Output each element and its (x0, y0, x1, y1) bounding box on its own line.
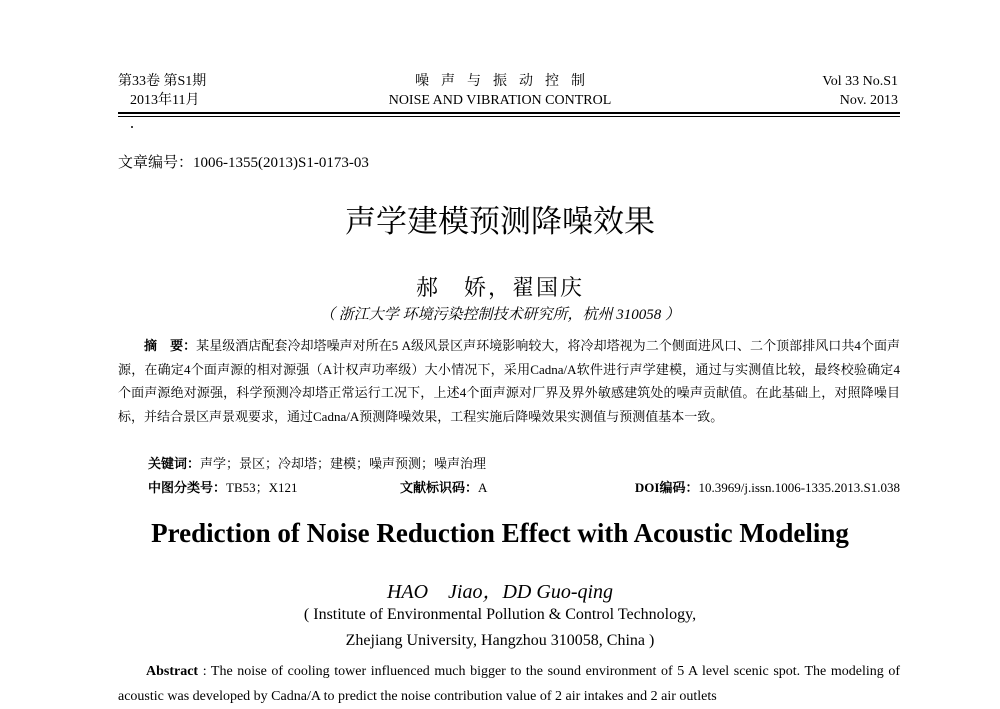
journal-name-en: NOISE AND VIBRATION CONTROL (388, 93, 612, 108)
volume-en-text: Vol 33 No.S1 (822, 74, 898, 89)
journal-name (350, 72, 650, 110)
keywords-label: 关键词： (148, 456, 201, 471)
document-code-text: A (478, 480, 488, 495)
keywords-text: 声学；景区；冷却塔；建模；噪声预测；噪声治理 (200, 456, 487, 471)
abstract-en-label: Abstract (146, 664, 199, 679)
classification (148, 477, 298, 496)
document-code (400, 477, 487, 496)
classification-text: TB53；X121 (226, 480, 298, 495)
title-en: Prediction of Noise Reduction Effect with Acoustic Modeling (151, 518, 849, 548)
classification-label: 中图分类号： (148, 480, 227, 495)
header-rule-thin (118, 116, 900, 117)
doi-text: 10.3969/j.issn.1006-1335.2013.S1.038 (698, 480, 900, 495)
abstract-zh-text: 某星级酒店配套冷却塔噪声对所在5 A级风景区声环境影响较大，将冷却塔视为二个侧面进风口、二个顶部排风口共4个面声源，在确定4个面声源的相对源强（A计权声功率级）大小情况下，采用Cadna/A软件进行声学建模，通过与实测值比较，最终校验确定4个面声源绝对源强，科学预测冷却塔正常运行工况下，上述4个面声源对厂界及界外敏感建筑处的噪声贡献值。在此基础上，对照降噪目标，并结合景区声景观要求，通过Cadna/A预测降噪效果，工程实施后降噪效果实测值与预测值基本一致。 (118, 338, 900, 424)
header-rule-thick (118, 112, 900, 114)
date-en-text: Nov. 2013 (839, 93, 898, 108)
abstract-en-text: : The noise of cooling tower influenced much bigger to the sound environment of 5 A level scenic spot. The modeling of acoustic was developed by Cadna/A to predict the noise contribution value of 2 air intakes and 2 air outlets (118, 664, 900, 704)
affiliation-en-line2: Zhejiang University, Hangzhou 310058, China ) (345, 632, 655, 649)
volume-issue-text: 第33卷 第S1期 (118, 74, 207, 89)
issue-date-text: 2013年11月 (130, 93, 200, 108)
abstract-zh-label: 摘 要： (144, 338, 197, 353)
journal-name-zh: 噪声与振动控制 (415, 74, 597, 89)
doi-label: DOI编码： (634, 480, 699, 495)
journal-volume-en (822, 72, 898, 110)
authors-en: HAO Jiao，DD Guo-qing (386, 581, 614, 603)
authors-zh: 郝 娇，翟国庆 (415, 275, 584, 300)
doi (635, 477, 900, 496)
affiliation-en-line1: ( Institute of Environmental Pollution & Control Technology, (303, 606, 697, 623)
scan-speck (131, 126, 133, 128)
abstract-zh (118, 334, 900, 428)
document-code-label: 文献标识码： (400, 480, 479, 495)
keywords (148, 453, 486, 472)
article-number: 文章编号：1006-1355(2013)S1-0173-03 (118, 155, 369, 171)
journal-volume-issue (118, 72, 206, 110)
abstract-en (118, 659, 900, 709)
affiliation-zh: （ 浙江大学 环境污染控制技术研究所，杭州 310058 ） (319, 307, 680, 323)
title-zh: 声学建模预测降噪效果 (345, 204, 655, 240)
